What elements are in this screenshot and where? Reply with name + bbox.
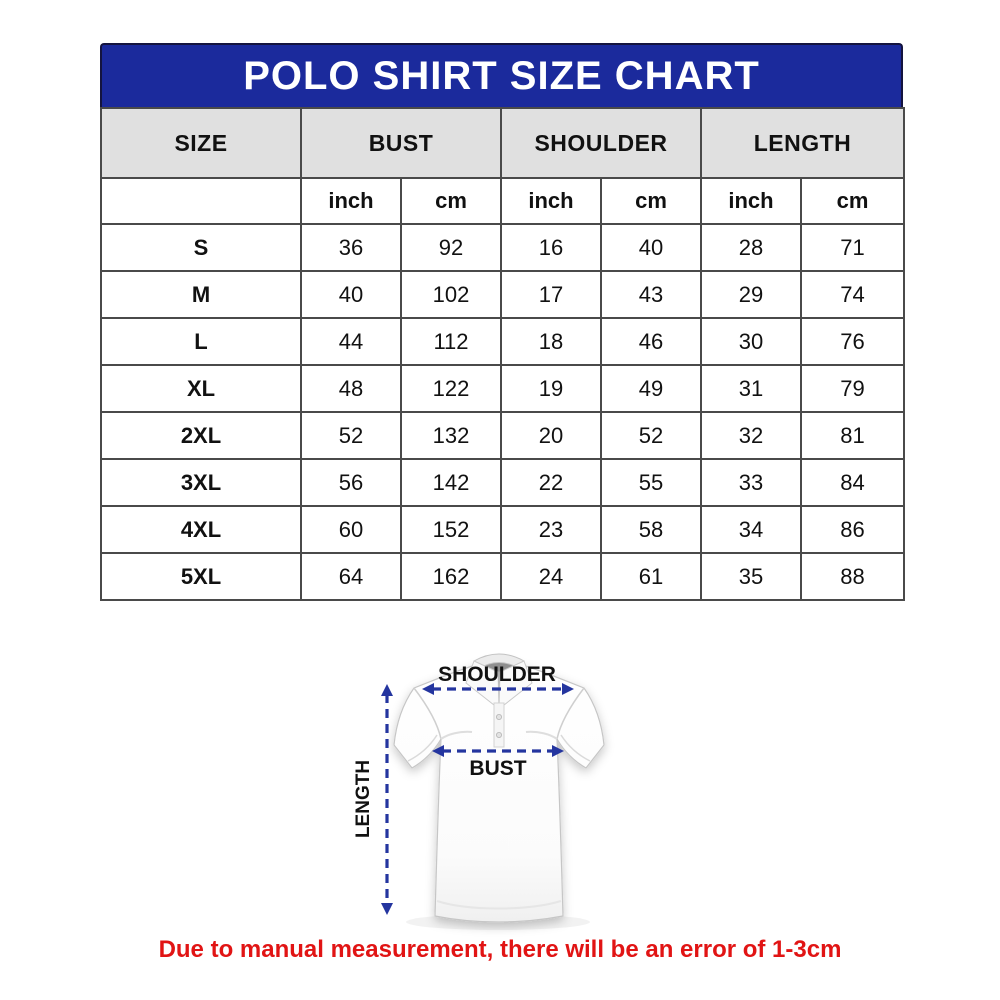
length-measurement — [353, 684, 393, 915]
shirt-placket — [494, 703, 504, 747]
bust-inch-value: 52 — [301, 412, 401, 459]
length-cm-value: 88 — [801, 553, 904, 600]
bust-cm-value: 162 — [401, 553, 501, 600]
measurement-disclaimer: Due to manual measurement, there will be an error of 1-3cm — [158, 936, 842, 963]
polo-shirt-measurement-diagram — [348, 641, 664, 939]
table-row — [101, 271, 904, 318]
length-inch-value: 30 — [701, 318, 801, 365]
table-group-header-row — [101, 108, 904, 178]
bust-inch-value: 40 — [301, 271, 401, 318]
shoulder-cm-value: 61 — [601, 553, 701, 600]
shoulder-cm-value: 55 — [601, 459, 701, 506]
shoulder-cm-value: 43 — [601, 271, 701, 318]
shoulder-cm-value: 58 — [601, 506, 701, 553]
bust-cm-value: 112 — [401, 318, 501, 365]
size-label: 2XL — [101, 412, 301, 459]
unit-header-shoulder-cm: cm — [601, 178, 701, 224]
length-label: LENGTH — [353, 759, 374, 839]
bust-inch-value: 56 — [301, 459, 401, 506]
polo-shirt-illustration — [348, 641, 664, 939]
shoulder-inch-value: 18 — [501, 318, 601, 365]
unit-header-bust-inch: inch — [301, 178, 401, 224]
length-inch-value: 33 — [701, 459, 801, 506]
bust-cm-value: 102 — [401, 271, 501, 318]
bust-cm-value: 122 — [401, 365, 501, 412]
table-row — [101, 318, 904, 365]
unit-header-bust-cm: cm — [401, 178, 501, 224]
table-row — [101, 224, 904, 271]
bust-cm-value: 152 — [401, 506, 501, 553]
length-cm-value: 79 — [801, 365, 904, 412]
shoulder-cm-value: 40 — [601, 224, 701, 271]
size-label: 5XL — [101, 553, 301, 600]
shoulder-inch-value: 16 — [501, 224, 601, 271]
length-inch-value: 32 — [701, 412, 801, 459]
table-row — [101, 506, 904, 553]
unit-header-length-cm: cm — [801, 178, 904, 224]
size-label: M — [101, 271, 301, 318]
chart-title-banner — [100, 43, 903, 107]
bust-inch-value: 48 — [301, 365, 401, 412]
size-label: 4XL — [101, 506, 301, 553]
bust-inch-value: 36 — [301, 224, 401, 271]
column-header-bust: BUST — [301, 108, 501, 178]
bust-inch-value: 64 — [301, 553, 401, 600]
shoulder-inch-value: 19 — [501, 365, 601, 412]
button — [496, 714, 501, 719]
shoulder-inch-value: 17 — [501, 271, 601, 318]
table-row — [101, 553, 904, 600]
page-title: POLO SHIRT SIZE CHART — [243, 53, 760, 98]
column-header-length: LENGTH — [701, 108, 904, 178]
shoulder-cm-value: 52 — [601, 412, 701, 459]
size-label: S — [101, 224, 301, 271]
column-header-size: SIZE — [101, 108, 301, 178]
bust-cm-value: 142 — [401, 459, 501, 506]
size-table — [100, 107, 905, 601]
shoulder-inch-value: 22 — [501, 459, 601, 506]
length-cm-value: 86 — [801, 506, 904, 553]
shoulder-cm-value: 49 — [601, 365, 701, 412]
table-row — [101, 459, 904, 506]
table-row — [101, 412, 904, 459]
column-header-shoulder: SHOULDER — [501, 108, 701, 178]
length-inch-value: 34 — [701, 506, 801, 553]
unit-header-shoulder-inch: inch — [501, 178, 601, 224]
length-cm-value: 71 — [801, 224, 904, 271]
bust-cm-value: 132 — [401, 412, 501, 459]
length-cm-value: 81 — [801, 412, 904, 459]
unit-header-blank — [101, 178, 301, 224]
shoulder-label: SHOULDER — [438, 663, 556, 686]
size-label: 3XL — [101, 459, 301, 506]
bust-inch-value: 60 — [301, 506, 401, 553]
length-inch-value: 29 — [701, 271, 801, 318]
unit-header-length-inch: inch — [701, 178, 801, 224]
bust-cm-value: 92 — [401, 224, 501, 271]
length-cm-value: 76 — [801, 318, 904, 365]
size-label: XL — [101, 365, 301, 412]
length-inch-value: 28 — [701, 224, 801, 271]
table-row — [101, 365, 904, 412]
shoulder-inch-value: 24 — [501, 553, 601, 600]
size-label: L — [101, 318, 301, 365]
shoulder-inch-value: 23 — [501, 506, 601, 553]
length-cm-value: 74 — [801, 271, 904, 318]
button — [496, 732, 501, 737]
shoulder-inch-value: 20 — [501, 412, 601, 459]
length-cm-value: 84 — [801, 459, 904, 506]
bust-inch-value: 44 — [301, 318, 401, 365]
bust-label: BUST — [469, 757, 527, 780]
table-unit-header-row — [101, 178, 904, 224]
length-inch-value: 31 — [701, 365, 801, 412]
length-inch-value: 35 — [701, 553, 801, 600]
shoulder-cm-value: 46 — [601, 318, 701, 365]
